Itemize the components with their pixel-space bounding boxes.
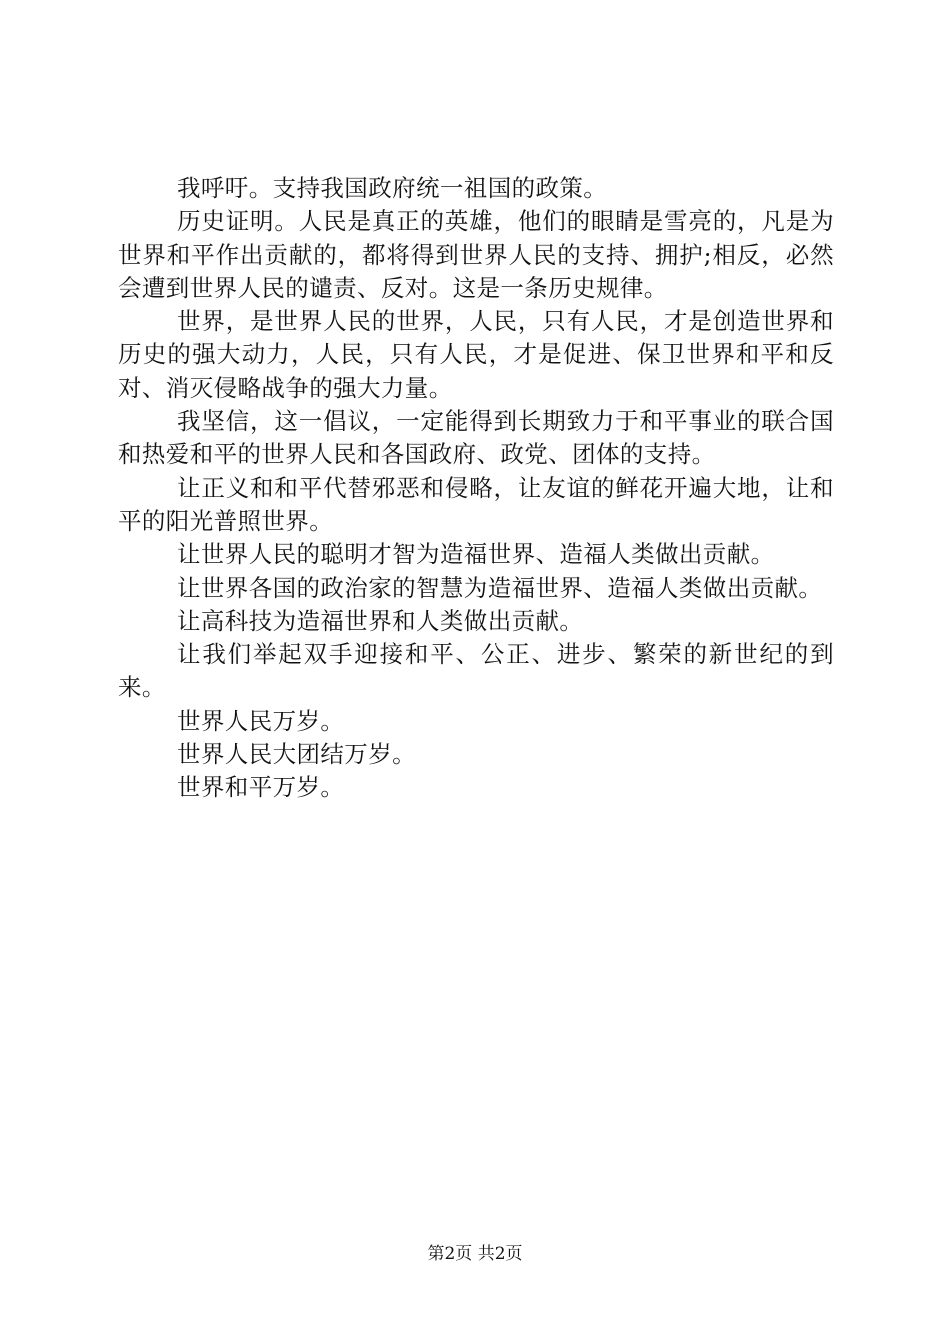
- paragraph-slogan-peace: 世界和平万岁。: [177, 773, 345, 802]
- page-number-footer: 第2页 共2页: [427, 1244, 523, 1264]
- paragraph-slogan-people: 世界人民万岁。: [177, 706, 345, 735]
- paragraph-technology: 让高科技为造福世界和人类做出贡献。: [177, 606, 584, 635]
- paragraph-new-century: 让我们举起双手迎接和平、公正、进步、繁荣的新世纪的到来。: [118, 640, 834, 702]
- paragraph-belief: 我坚信，这一倡议，一定能得到长期致力于和平事业的联合国和热爱和平的世界人民和各国政府、政党、团体的支持。: [118, 407, 834, 469]
- paragraph-wisdom: 让世界人民的聪明才智为造福世界、造福人类做出贡献。: [177, 540, 775, 569]
- paragraph-appeal: 我呼吁。支持我国政府统一祖国的政策。: [177, 174, 608, 202]
- document-body: [118, 172, 834, 805]
- paragraph-justice: 让正义和和平代替邪恶和侵略，让友谊的鲜花开遍大地，让和平的阳光普照世界。: [118, 473, 834, 535]
- paragraph-slogan-unity: 世界人民大团结万岁。: [177, 740, 416, 769]
- paragraph-history: 历史证明。人民是真正的英雄，他们的眼睛是雪亮的，凡是为世界和平作出贡献的，都将得到世界人民的支持、拥护;相反，必然会遭到世界人民的谴责、反对。这是一条历史规律。: [118, 207, 834, 302]
- paragraph-statesmen: 让世界各国的政治家的智慧为造福世界、造福人类做出贡献。: [177, 573, 823, 602]
- paragraph-world-people: 世界，是世界人民的世界，人民，只有人民，才是创造世界和历史的强大动力，人民，只有人民，才是促进、保卫世界和平和反对、消灭侵略战争的强大力量。: [118, 307, 834, 402]
